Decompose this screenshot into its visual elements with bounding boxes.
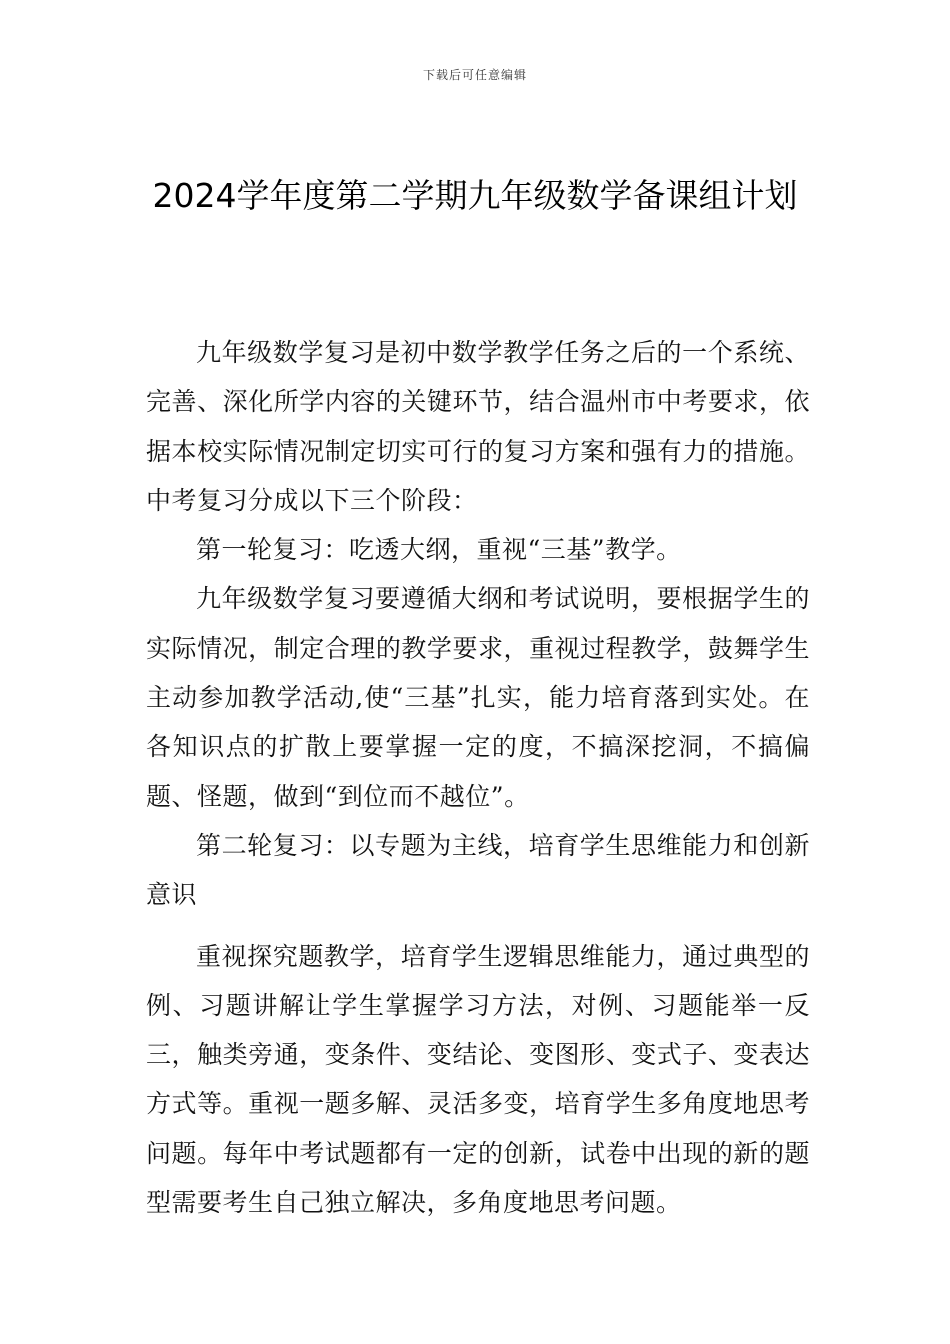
document-title: 2024学年度第二学期九年级数学备课组计划 [152,176,798,215]
document-body [146,328,810,1227]
paragraph-intro: 九年级数学复习是初中数学教学任务之后的一个系统、完善、深化所学内容的关键环节，结合温州市中考要求，依据本校实际情况制定切实可行的复习方案和强有力的措施。中考复习分成以下三个阶段： [146,338,810,515]
paragraph-stage-one-heading: 第一轮复习：吃透大纲，重视“三基”教学。 [196,535,682,565]
paragraph-stage-two-heading: 第二轮复习：以专题为主线，培育学生思维能力和创新意识 [146,830,810,910]
header-note: 下载后可任意编辑 [422,68,527,82]
paragraph-stage-one-body: 九年级数学复习要遵循大纲和考试说明，要根据学生的实际情况，制定合理的教学要求，重视过程教学，鼓舞学生主动参加教学活动,使“三基”扎实，能力培育落到实处。在各知识点的扩散上要掌握一定的度，不搞深挖洞，不搞偏题、怪题，做到“到位而不越位”。 [146,584,810,811]
paragraph-stage-two-body: 重视探究题教学，培育学生逻辑思维能力，通过典型的例、习题讲解让学生掌握学习方法，对例、习题能举一反三，触类旁通，变条件、变结论、变图形、变式子、变表达方式等。重视一题多解、灵活多变，培育学生多角度地思考问题。每年中考试题都有一定的创新，试卷中出现的新的题型需要考生自己独立解决，多角度地思考问题。 [146,941,810,1218]
